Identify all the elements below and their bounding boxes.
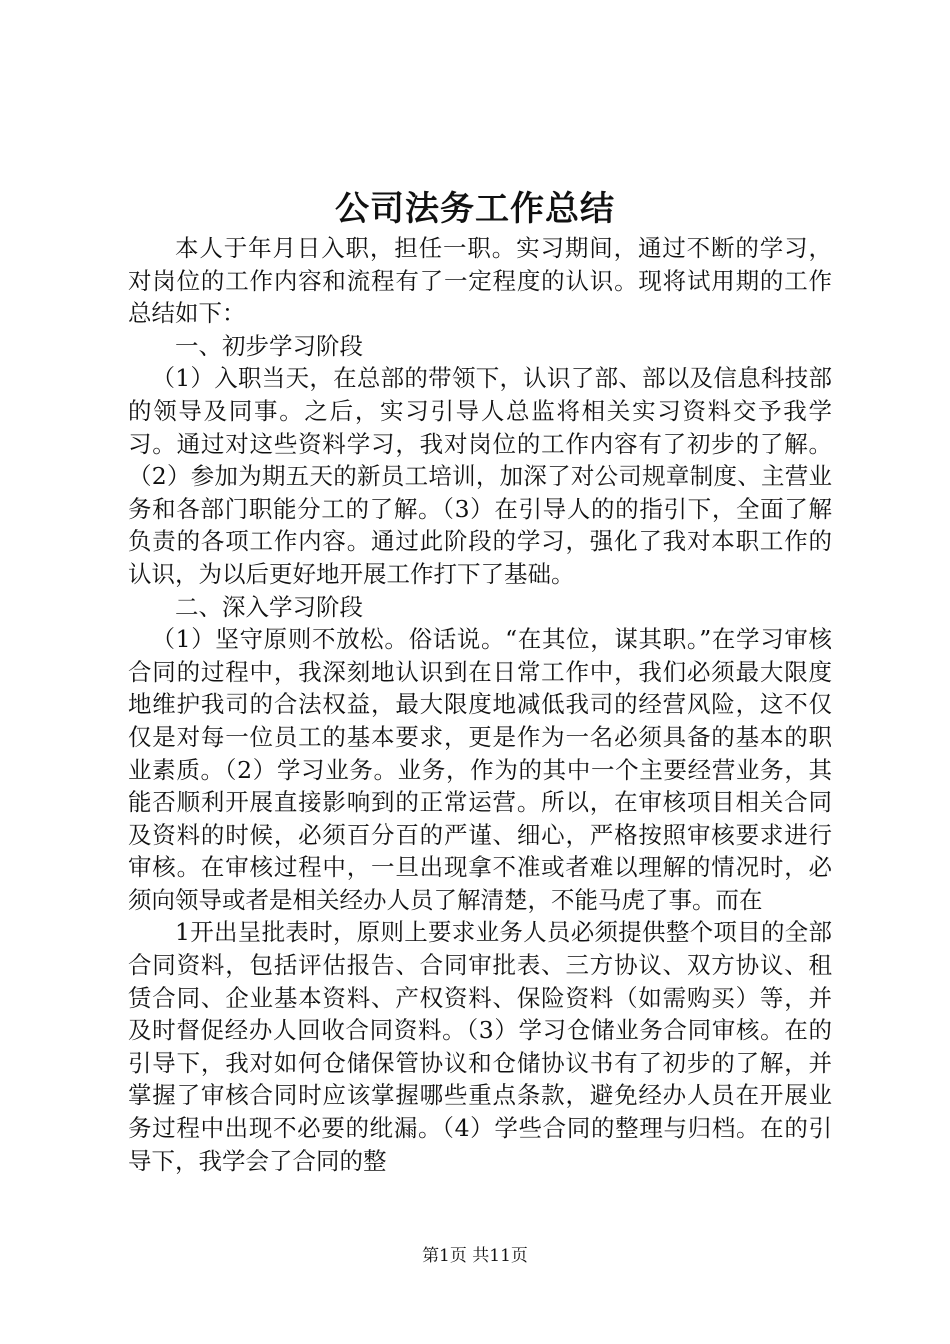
section-heading-1: 一、初步学习阶段 <box>175 331 363 360</box>
document-body <box>128 232 832 1177</box>
page-number-footer: 第1页 共11页 <box>422 1246 528 1266</box>
continuation-paragraph: 1开出呈批表时，原则上要求业务人员必须提供整个项目的全部合同资料，包括评估报告、合同审批表、三方协议、双方协议、租赁合同、企业基本资料、产权资料、保险资料（如需购买）等，并及时督促经办人回收合同资料。（3）学习仓储业务合同审核。在的引导下，我对如何仓储保管协议和仓储协议书有了初步的了解，并掌握了审核合同时应该掌握哪些重点条款，避免经办人员在开展业务过程中出现不必要的纰漏。（4）学些合同的整理与归档。在的引导下，我学会了合同的整 <box>128 918 832 1175</box>
section-heading-2: 二、深入学习阶段 <box>175 592 363 621</box>
section-2-paragraph: （1）坚守原则不放松。俗话说。“在其位，谋其职。”在学习审核合同的过程中，我深刻地认识到在日常工作中，我们必须最大限度地维护我司的合法权益，最大限度地减低我司的经营风险，这不仅仅是对每一位员工的基本要求，更是作为一名必须具备的基本的职业素质。（2）学习业务。业务，作为的其中一个主要经营业务，其能否顺利开展直接影响到的正常运营。所以，在审核项目相关合同及资料的时候，必须百分百的严谨、细心，严格按照审核要求进行审核。在审核过程中，一旦出现拿不准或者难以理解的情况时，必须向领导或者是相关经办人员了解清楚，不能马虎了事。而在 <box>128 625 832 914</box>
section-1-paragraph: （1）入职当天，在总部的带领下，认识了部、部以及信息科技部的领导及同事。之后，实习引导人总监将相关实习资料交予我学习。通过对这些资料学习，我对岗位的工作内容有了初步的了解。（2）参加为期五天的新员工培训，加深了对公司规章制度、主营业务和各部门职能分工的了解。（3）在引导人的的指引下，全面了解负责的各项工作内容。通过此阶段的学习，强化了我对本职工作的认识，为以后更好地开展工作打下了基础。 <box>128 364 832 588</box>
document-title: 公司法务工作总结 <box>335 189 615 229</box>
intro-paragraph: 本人于年月日入职，担任一职。实习期间，通过不断的学习，对岗位的工作内容和流程有了一定程度的认识。现将试用期的工作总结如下： <box>128 234 832 328</box>
